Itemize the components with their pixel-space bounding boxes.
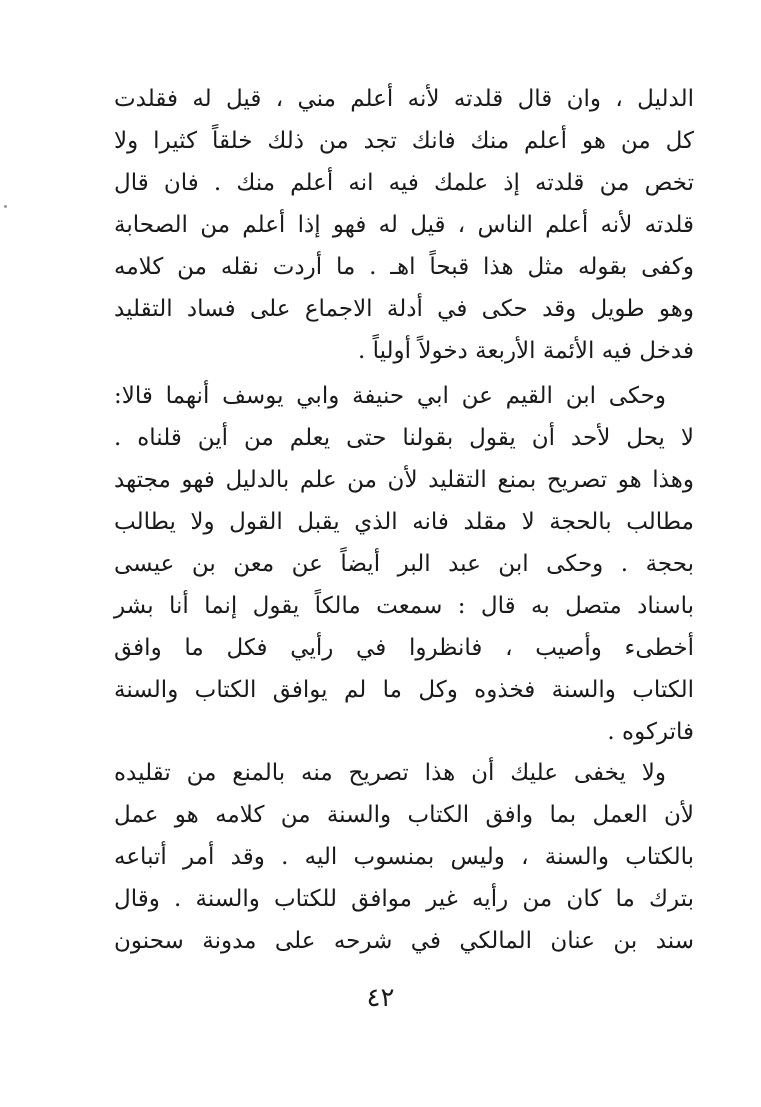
text-line: كل من هو أعلم منك فانك تجد من ذلك خلقاً كثيرا ولا [114, 128, 694, 154]
paragraph-2 [114, 375, 694, 753]
paragraph-3 [114, 752, 694, 962]
text-line: فدخل فيه الأئمة الأربعة دخولاً أولياً . [357, 338, 694, 364]
text-line: أخطىء وأصيب ، فانظروا في رأيي فكل ما وافق [114, 635, 694, 661]
text-line: فاتركوه . [607, 719, 694, 745]
text-line: بالكتاب والسنة ، وليس بمنسوب اليه . وقد أمر أتباعه [114, 844, 694, 870]
page-number: ٤٢ [366, 983, 395, 1013]
text-line: بترك ما كان من رأيه غير موافق للكتاب والسنة . وقال [114, 886, 694, 912]
margin-mark [4, 205, 7, 208]
text-line: وهو طويل وقد حكى في أدلة الاجماع على فساد التقليد [114, 296, 694, 322]
paragraph-1 [114, 78, 694, 372]
text-line: الدليل ، وان قال قلدته لأنه أعلم مني ، قيل له فقلدت [114, 86, 694, 112]
text-line: وكفى بقوله مثل هذا قبحاً اهـ . ما أردت نقله من كلامه [114, 254, 694, 280]
text-line: لا يحل لأحد أن يقول بقولنا حتى يعلم من أين قلناه . [114, 425, 694, 451]
text-line: وهذا هو تصريح بمنع التقليد لأن من علم بالدليل فهو مجتهد [114, 467, 694, 493]
text-line: الكتاب والسنة فخذوه وكل ما لم يوافق الكتاب والسنة [114, 677, 694, 703]
text-line: بحجة . وحكى ابن عبد البر أيضاً عن معن بن عيسى [114, 551, 694, 577]
text-line: لأن العمل بما وافق الكتاب والسنة من كلامه هو عمل [114, 802, 694, 828]
text-line: تخص من قلدته إذ علمك فيه انه أعلم منك . فان قال [114, 170, 694, 196]
text-line: ولا يخفى عليك أن هذا تصريح منه بالمنع من تقليده [114, 760, 666, 786]
text-line: قلدته لأنه أعلم الناس ، قيل له فهو إذا أعلم من الصحابة [114, 212, 694, 238]
text-line: وحكى ابن القيم عن ابي حنيفة وابي يوسف أنهما قالا: [114, 383, 666, 409]
text-line: باسناد متصل به قال : سمعت مالكاً يقول إنما أنا بشر [114, 593, 694, 619]
text-line: سند بن عنان المالكي في شرحه على مدونة سحنون [114, 928, 694, 954]
text-line: مطالب بالحجة لا مقلد فانه الذي يقبل القول ولا يطالب [114, 509, 694, 535]
